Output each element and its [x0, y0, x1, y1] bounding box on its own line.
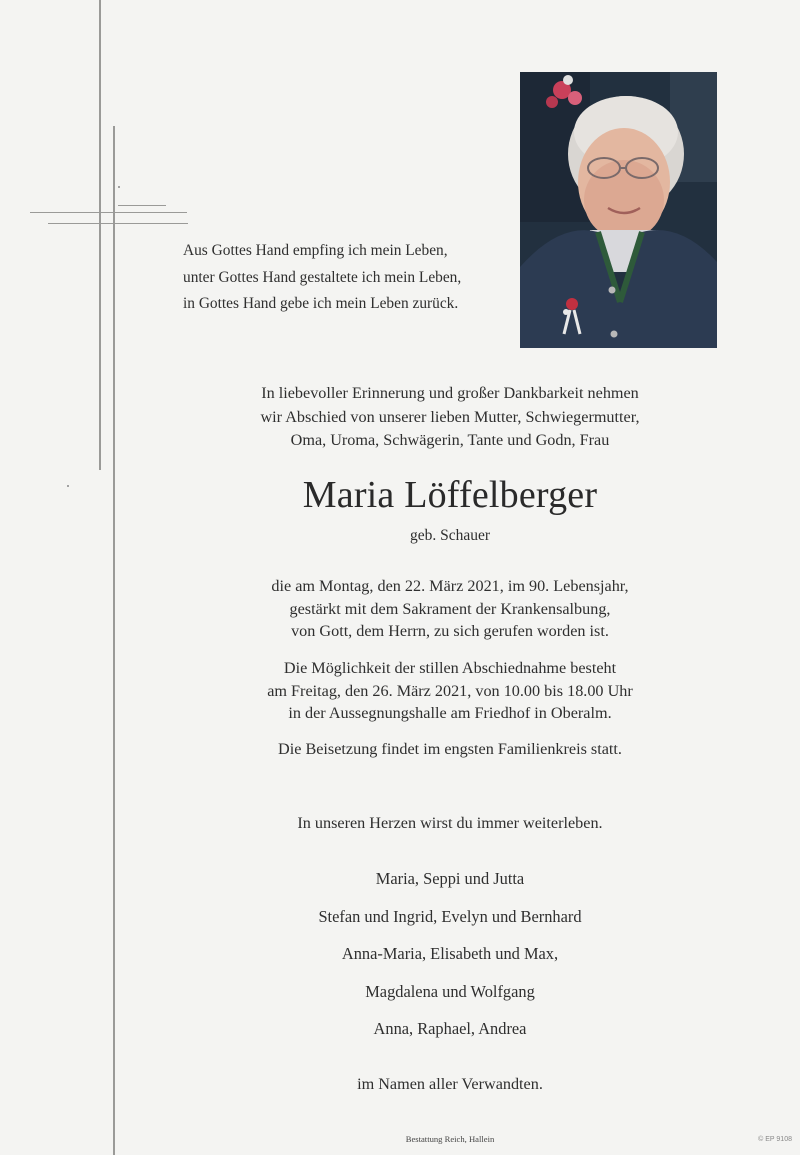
- relatives-note: im Namen aller Verwandten.: [357, 1075, 543, 1093]
- cross-vertical-outer-line: [99, 0, 101, 470]
- family-line: Magdalena und Wolfgang: [365, 981, 535, 1001]
- portrait-illustration: [520, 72, 717, 348]
- burial-notice: Die Beisetzung findet im engsten Familienkreis statt.: [278, 740, 622, 758]
- deceased-name: Maria Löffelberger: [302, 474, 598, 516]
- undertaker-credit: Bestattung Reich, Hallein: [405, 1134, 495, 1144]
- verse-line: unter Gottes Hand gestaltete ich mein Leben,: [183, 268, 462, 286]
- intro-line: wir Abschied von unserer lieben Mutter, Schwiegermutter,: [260, 407, 640, 426]
- viewing-paragraph: [150, 657, 750, 725]
- death-notice-paragraph: [150, 575, 750, 643]
- cross-horizontal-upper-line: [30, 212, 187, 213]
- cross-vertical-inner-line: [113, 126, 115, 1155]
- birth-name: geb. Schauer: [409, 527, 491, 544]
- viewing-line: Die Möglichkeit der stillen Abschiednahme besteht: [283, 659, 617, 677]
- verse-line: Aus Gottes Hand empfing ich mein Leben,: [183, 242, 448, 259]
- intro-paragraph: [150, 382, 750, 453]
- intro-line: In liebevoller Erinnerung und großer Dankbarkeit nehmen: [261, 384, 639, 402]
- cross-horizontal-lower-line: [48, 223, 188, 224]
- family-line: Anna, Raphael, Andrea: [373, 1019, 527, 1039]
- family-list: [150, 860, 750, 1048]
- family-line: Stefan und Ingrid, Evelyn und Bernhard: [318, 906, 582, 926]
- paper-speck: [67, 485, 69, 487]
- intro-line: Oma, Uroma, Schwägerin, Tante und Godn, Frau: [290, 431, 610, 449]
- death-notice-line: gestärkt mit dem Sakrament der Krankensalbung,: [289, 599, 611, 618]
- viewing-line: in der Aussegnungshalle am Friedhof in Oberalm.: [288, 704, 612, 722]
- viewing-line: am Freitag, den 26. März 2021, von 10.00 bis 18.00 Uhr: [267, 681, 633, 700]
- death-notice-line: von Gott, dem Herrn, zu sich gerufen worden ist.: [291, 622, 609, 640]
- opening-verse: [183, 238, 513, 318]
- closing-verse: In unseren Herzen wirst du immer weiterleben.: [297, 814, 603, 832]
- cross-short-accent-line: [118, 205, 166, 206]
- paper-speck: [118, 186, 120, 188]
- portrait-photo: [520, 72, 717, 348]
- family-line: Anna-Maria, Elisabeth und Max,: [341, 944, 559, 964]
- death-notice-line: die am Montag, den 22. März 2021, im 90. Lebensjahr,: [271, 577, 629, 595]
- copyright-mark: © EP 9108: [758, 1136, 792, 1143]
- verse-line: in Gottes Hand gebe ich mein Leben zurück.: [183, 295, 459, 312]
- family-line: Maria, Seppi und Jutta: [375, 869, 525, 888]
